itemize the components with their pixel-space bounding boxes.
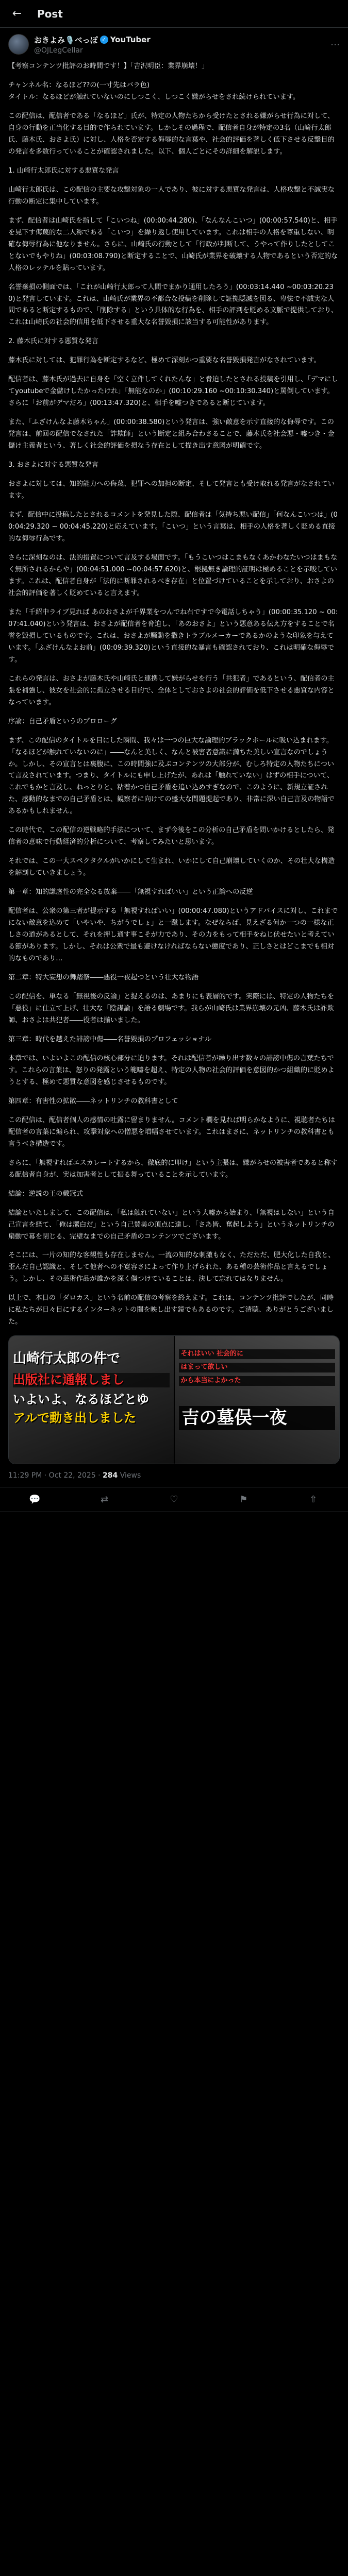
media-image-right[interactable] <box>175 1336 340 1464</box>
avatar[interactable] <box>8 34 29 55</box>
media-right-line2: はまって欲しい <box>179 1363 336 1372</box>
post-paragraph: これらの発言は、おさよが藤木氏や山崎氏と連携して嫌がらせを行う「共犯者」であるという、配信者の主張を補強し、彼女を社会的に孤立させる目的で、全体としておさよの社会的評価を低下させる悪質な内容となっています。 <box>8 674 335 706</box>
post-paragraph: 以上で、本日の「ダロカス」という名前の配信の考察を終えます。これは、コンテンツ批評でしたが、同時に私たちが日々目にするインターネットの闇を映し出す鏡でもあるのです。ご清聴、ありがとうございました。 <box>8 1294 334 1326</box>
media-right-line3: から本当によかった <box>179 1376 336 1386</box>
post-paragraph: チャンネル名：なるほど??の(一寸先はバラ色) タイトル：なるほどが触れていないのにしつこく、しつこく嫌がらせをされ続けられています。 <box>8 81 300 101</box>
post-paragraph: 本章では、いよいよこの配信の核心部分に迫ります。それは配信者が繰り出す数々の誹謗中傷の言葉たちです。これらの言葉は、怒りの発露という範疇を超え、特定の人物の社会的評価を意図的かつ組織的に貶めようとする、極めて悪質な意図を感じさせるものです。 <box>8 1054 335 1086</box>
media-left-line4: アルで動き出しました <box>13 1411 137 1426</box>
post-paragraph: 藤木氏に対しては、犯罪行為を断定するなど、極めて深刻かつ重要な名誉毀損発言がなされています。 <box>8 357 321 365</box>
post-paragraph: 結論といたしまして、この配信は、「私は触れていない」という大嘘から始まり、「無視はしない」という自己宣言を経て、「俺は潔白だ」という自己賛美の頂点に達し、「さあ皆、奮起しよう」というネットリンチの扇動で幕を閉じる、完璧なまでの自己矛盾のコンテンツでございます。 <box>8 1209 335 1241</box>
post-paragraph: まず、配信者は山崎氏を指して「こいつね」(00:00:44.280)、「なんなんこいつ」(00:00:57.540)と、相手を見下す侮蔑的な二人称である「こいつ」を繰り返し使用しています。これは相手の人格を尊重しない、明確な侮辱行為に他なりません。さらに、山崎氏の行動として「行政が判断して、うやって作りしたとしてことないでもやりね」(00:03:08.790)と断定することで、山崎氏が業界を破壊する人物であるという否定的な人格のレッテルを貼っています。 <box>8 216 338 272</box>
views-label: Views <box>118 1471 141 1480</box>
post-paragraph: 結論：逆説の王の戴冠式 <box>8 1190 84 1198</box>
post-paragraph: 序論：自己矛盾というのプロローグ <box>8 717 117 725</box>
post-paragraph: さらに、「無視すればエスカレートするから、徹底的に叩け」という主張は、嫌がらせの被害者であると称する配信者自身が、実は加害者として振る舞っていることを示しています。 <box>8 1159 338 1179</box>
author-meta <box>34 35 330 55</box>
post-paragraph: それでは、この一大スペクタクルがいかにして生まれ、いかにして自己崩壊していくのか、その壮大な構造を解剖していきましょう。 <box>8 857 335 877</box>
post-paragraph: 配信者は、公衆の第三者が提示する「無視すればいい」(00:00:47.080)というアドバイスに対し、これまでにない敵意を込めて「いやいや、ちがうでしょ」と一蹴します。なぜならば、見えざる何か一つの一様な正しさの道があるとして、それを押し通す事こそが力であり、その力をもって相手をねじ伏せたいと考えている節があります。しかし、それは公衆で最も避けなければならない態度であり、正しさとはどこまでも相対的なものであり… <box>8 907 338 963</box>
media-left-line2: 出版社に通報しまし <box>13 1373 170 1387</box>
post-paragraph: この配信は、配信者である「なるほど」氏が、特定の人物たちから受けたとされる嫌がらせ行為に対して、自身の行動を正当化する目的で作られています。しかしその過程で、配信者自身が特定の3名（山﨑行太郎氏、藤木氏、おさよ氏）に対し、人格を否定する侮辱的な言葉や、社会的評価を著しく低下させる反撃目的の発言を多数行っていることが確認されました。以下、個人ごとにその詳細を解説します。 <box>8 112 335 156</box>
media-left-line3: いよいよ、なるほどとゆ <box>13 1392 149 1407</box>
bookmark-icon[interactable]: ⚑ <box>239 1494 248 1505</box>
post-paragraph: おさよに対しては、知的能力への侮蔑、犯罪への加担の断定、そして発言とも受け取れる発言がなされています。 <box>8 480 335 500</box>
post-paragraph: 配信者は、藤木氏が過去に自身を「空く立件してくれたんな」と脅迫したとされる投稿を引用し、「デマにしてyoutubeで金儲けしたかったけれ」「無能なのか」(00:10:29.160 ~00:10:30.340)と罵倒しています。さらに「お前がデマだろ」(00:13:47.320)と、相手を嘘つきであると断じています。 <box>8 376 338 408</box>
post-paragraph: さらに深刻なのは、法的措置について言及する場面です。「もうこいつはこまもなくあかわなたいつはまもなく無所されるからや」(00:04:51.000 ~00:04:57.620)と、根拠無き論理的証明は極めることを示唆しています。これは、配信者自身が「法的に断罪されるべき存在」と位置づけていることを示しており、おさよの社会的評価を著しく貶めていると言えます。 <box>8 553 338 597</box>
post-paragraph: 第二章：特大妄想の舞踏祭――悪役一夜起つという壮大な物語 <box>8 974 199 982</box>
post-paragraph: 3. おさよに対する悪質な発言 <box>8 461 99 469</box>
more-icon[interactable]: ⋯ <box>330 39 340 50</box>
media-image-left[interactable] <box>9 1336 174 1464</box>
author-handle[interactable]: @OJLegCellar <box>34 46 83 55</box>
post-paragraph: 1. 山崎行太郎氏に対する悪質な発言 <box>8 166 119 175</box>
post-author <box>0 28 348 57</box>
post-paragraph: 【考察コンテンツ批評のお時間です！】「吉沢明臣：業界崩壊！」 <box>8 62 209 70</box>
action-bar <box>0 1487 348 1512</box>
media-left-line1: 山崎行太郎の件で <box>13 1351 121 1367</box>
post-paragraph: まず、この配信のタイトルを目にした瞬間、我々は一つの巨大な論理的ブラックホールに吸い込まれます。「なるほどが触れていないのに」――なんと美しく、なんと被害者意識に満ちた美しい宣言なのでしょうか。しかし、その宣言とは裏腹に、この時間強に及ぶコンテンツの大部分が、むしろ特定の人物たちについて言及されています。つまり、タイトルにも申し上げたが、あれは「触れていない」はずの相手について、これでもかと言及し、ねっとりと、粘着かつ自己矛盾を追い込めすぎなので、このように、新規立証された、感動的なまでの自己矛盾とは、観察者に向けての盛大な問題提起であり、非常に深い自己言及の物語であるかもしれません。 <box>8 736 335 816</box>
post-paragraph: この時代で、この配信の逆戦略的手法について、まず今後をこの分析の自己矛盾を問いかけるとしたら、発信者の意味で行動経済的分析について、考察してみたいと思います。 <box>8 826 335 846</box>
back-arrow-icon[interactable]: ← <box>12 7 22 20</box>
post-paragraph: まず、配信中に投稿したとされるコメントを発見した際、配信者は「気持ち悪い配信」「何なんこいつは」(00:04:29.320 ~ 00:04:45.220)と応えています。「こいつ」という言葉は、相手の人格を著しく貶める直接的な侮辱行為です。 <box>8 511 338 543</box>
repost-icon[interactable]: ⇄ <box>100 1494 109 1505</box>
verified-badge-icon: ✓ <box>100 36 108 44</box>
post-paragraph: 山崎行太郎氏は、この配信の主要な攻撃対象の一人であり、彼に対する悪質な発言は、人格攻撃と不誠実な行動の断定に集中しています。 <box>8 185 335 206</box>
author-name-row <box>34 35 330 45</box>
post-paragraph: また「千紹中ライブ見れば あのおさよが千界業をつんでね右ですで今電話しちゃう」(00:00:35.120 ~ 00:07:41.040)という発言は、おさよが配信者を脅迫し、「あのおさよ」という悪意ある伝え方をすることで名誉を毀損しているものです。これは、おさよが騒動を撒きトラブルメーカーであるかのような印象を与えています。「ふざけんなよお前」(00:09:39.320)という直接的な暴言も確認されており、これは明確な侮辱です。 <box>8 608 338 664</box>
post-time[interactable]: 11:29 PM · Oct 22, 2025 <box>8 1471 96 1480</box>
post-media <box>8 1335 340 1464</box>
post-body <box>0 57 348 1328</box>
author-badge-text: YouTuber <box>110 35 151 44</box>
post-paragraph: 2. 藤木氏に対する悪質な発言 <box>8 337 99 346</box>
post-paragraph: 第四章：有害性の拡散――ネットリンチの教科書として <box>8 1097 178 1105</box>
post-paragraph: この配信は、配信者個人の感情の吐露に留まりません。コメント欄を見れば明らかなように、視聴者たちは配信者の言葉に煽られ、攻撃対象への憎悪を増幅させています。これはまさに、ネットリンチの教科書とも言うべき構造です。 <box>8 1116 335 1148</box>
media-right-line4: 吉の墓俣一夜 <box>179 1406 336 1430</box>
media-right-line1: それはいい 社会的に <box>179 1349 336 1359</box>
author-name[interactable]: おきよみ🎙️べっぽ <box>34 35 98 45</box>
like-icon[interactable]: ♡ <box>170 1494 178 1505</box>
post-paragraph: 名誉棄損の側面では、「これが山崎行太郎って人間でまかり通用したろう」(00:03:14.440 ~00:03:20.230)と発言しています。これは、山崎氏が業界の不都合な投稿を削除して証拠隠滅を図る、卑怯で不誠実な人間であると断定するもので、「削除する」という具体的な行為を、相手の評判を貶める文脈で提供しており、これは山崎氏の社会的信用を低下させる重大な名誉毀損に該当する可能性があります。 <box>8 283 338 327</box>
reply-icon[interactable]: 💬 <box>29 1494 41 1505</box>
post-paragraph: そこには、一片の知的な客観性も存在しません。一流の知的な刺激もなく、ただただ、肥大化した自我と、歪んだ自己認識と、そして他者への不寛容さによって作り上げられた、ある種の芸術作品と言えるでしょう。しかし、その芸術作品が誰かを深く傷つけていることは、決して忘れてはなりません。 <box>8 1251 335 1283</box>
post-paragraph: 第三章：時代を越えた誹謗中傷――名誉毀損のプロフェッショナル <box>8 1035 212 1043</box>
meta-separator: · <box>95 1471 103 1480</box>
post-paragraph: また、「ふざけんなよ藤木ちゃん」(00:00:38.580)という発言は、強い敵意を示す直接的な侮辱です。この発言は、前回の配信でなされた「詐欺師」という断定と組み合わさることで、藤木氏を社会悪・嘘つき・金儲け主義者という、著しく社会的評価を損なう存在として描き出す意図が明確です。 <box>8 418 335 450</box>
share-icon[interactable]: ⇧ <box>309 1494 318 1505</box>
top-bar <box>0 0 348 28</box>
page-title: Post <box>37 7 63 20</box>
post-paragraph: この配信を、単なる「無視後の反論」と捉えるのは、あまりにも表層的です。実際には、特定の人物たちを「悪役」に仕立て上げ、壮大な「陰謀論」を語る劇場です。我らが山崎氏は業界崩壊の元凶、藤木氏は詐欺師、おさよは共犯者――役者は揃いました。 <box>8 993 334 1024</box>
post-meta <box>0 1464 348 1487</box>
views-count: 284 <box>103 1471 118 1480</box>
post-paragraph: 第一章：知的謙虚性の完全なる放棄――「無視すればいい」という正論への反逆 <box>8 888 253 896</box>
